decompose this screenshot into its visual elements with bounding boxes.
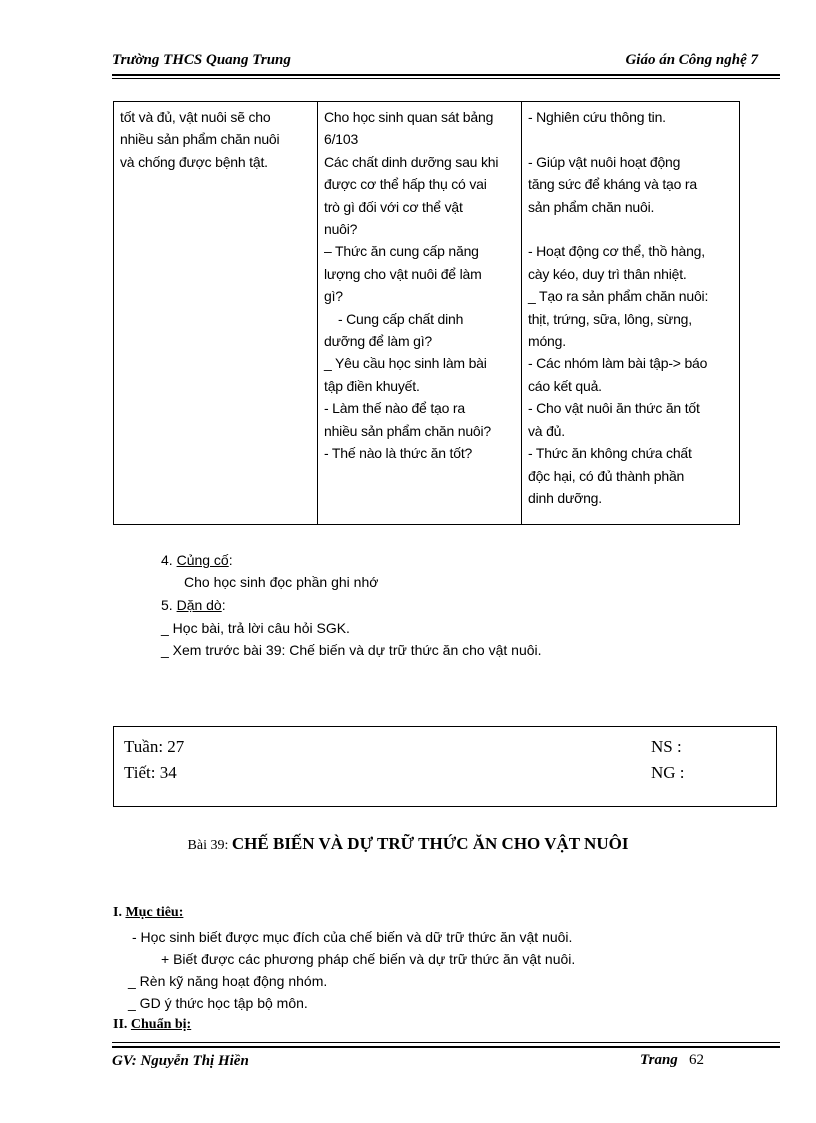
table-line: móng. — [528, 333, 566, 350]
ns-label: NS : — [651, 737, 682, 756]
objective-item: - Học sinh biết được mục đích của chế biến và dữ trữ thức ăn vật nuôi. — [132, 929, 573, 945]
ng-label: NG : — [651, 763, 685, 782]
table-line: - Làm thế nào để tạo ra — [324, 400, 465, 417]
section-number: 5. — [161, 597, 173, 613]
schedule-box — [113, 726, 777, 807]
table-line: và chống được bệnh tật. — [120, 153, 268, 170]
homework-line: _ Học bài, trả lời câu hỏi SGK. — [161, 620, 350, 636]
homework-line: _ Xem trước bài 39: Chế biến và dự trữ thức ăn cho vật nuôi. — [161, 642, 542, 658]
table-line: nuôi? — [324, 221, 358, 238]
header-rule-thin — [112, 78, 780, 79]
table-line: tăng sức để kháng và tạo ra — [528, 176, 697, 193]
table-line: cày kéo, duy trì thân nhiệt. — [528, 265, 687, 282]
table-line: nhiều sản phẩm chăn nuôi? — [324, 422, 492, 439]
footer-rule-thin — [112, 1042, 780, 1043]
table-line: 6/103 — [324, 131, 359, 148]
table-line: dinh dưỡng. — [528, 489, 602, 506]
objective-item: _ Rèn kỹ năng hoạt động nhóm. — [128, 973, 328, 989]
lesson-prefix: Bài 39: — [187, 838, 232, 853]
objective-item: _ GD ý thức học tập bộ môn. — [128, 995, 308, 1011]
table-line: – Thức ăn cung cấp năng — [324, 243, 479, 260]
consolidation-text: Cho học sinh đọc phần ghi nhớ — [184, 574, 379, 590]
table-line: - Nghiên cứu thông tin. — [528, 109, 666, 125]
table-line: cáo kết quả. — [528, 377, 602, 394]
section-title: Dặn dò — [176, 597, 222, 613]
table-line: sản phẩm chăn nuôi. — [528, 198, 655, 215]
page-label: Trang — [640, 1052, 678, 1068]
table-line: dưỡng để làm gì? — [324, 333, 432, 350]
objective-item: + Biết được các phương pháp chế biến và dự trữ thức ăn vật nuôi. — [161, 951, 576, 967]
lesson-name: CHẾ BIẾN VÀ DỰ TRỮ THỨC ĂN CHO VẬT NUÔI — [231, 834, 629, 853]
table-col-content — [114, 102, 318, 524]
lesson-title — [0, 834, 816, 854]
table-line: - Các nhóm làm bài tập-> báo — [528, 355, 708, 372]
section-number: 4. — [161, 552, 173, 568]
footer-rule — [112, 1046, 780, 1048]
section-number: II. — [113, 1017, 128, 1032]
table-line — [528, 128, 733, 150]
table-line: Các chất dinh dưỡng sau khi — [324, 153, 499, 170]
page-number: 62 — [689, 1052, 705, 1068]
header-subject: Giáo án Công nghệ 7 — [625, 52, 758, 68]
table-line: lượng cho vật nuôi để làm — [324, 265, 482, 282]
table-line: - Giúp vật nuôi hoạt động — [528, 153, 681, 170]
table-line: tốt và đủ, vật nuôi sẽ cho — [120, 109, 271, 125]
table-line: - Thế nào là thức ăn tốt? — [324, 445, 473, 462]
section-colon: : — [228, 552, 233, 568]
table-line: - Cung cấp chất dinh — [338, 310, 464, 327]
table-line: và đủ. — [528, 422, 565, 439]
homework-heading — [161, 597, 226, 613]
table-line: _ Tạo ra sản phẩm chăn nuôi: — [528, 288, 709, 305]
table-line: tập điền khuyết. — [324, 377, 420, 394]
section-number: I. — [113, 905, 122, 920]
section-title: Củng cố — [176, 552, 229, 568]
table-line: Cho học sinh quan sát bảng — [324, 109, 494, 125]
table-line: độc hại, có đủ thành phần — [528, 467, 685, 484]
footer-page — [640, 1052, 704, 1069]
section-title: Mục tiêu: — [125, 905, 184, 920]
table-line: gì? — [324, 288, 343, 305]
table-line: nhiều sản phẩm chăn nuôi — [120, 131, 280, 148]
footer-teacher: GV: Nguyễn Thị Hiền — [112, 1053, 249, 1069]
section-colon: : — [221, 597, 226, 613]
header-rule — [112, 74, 780, 76]
table-line: _ Yêu cầu học sinh làm bài — [324, 355, 487, 372]
table-col-student — [522, 102, 739, 524]
section-preparation-heading — [113, 1017, 191, 1033]
table-line: - Hoạt động cơ thể, thồ hàng, — [528, 243, 705, 260]
activity-table — [113, 101, 740, 525]
section-title: Chuẩn bị: — [130, 1017, 192, 1032]
consolidation-heading — [161, 552, 233, 568]
week-label: Tuần: 27 — [124, 737, 185, 756]
period-label: Tiết: 34 — [124, 763, 177, 782]
header-school: Trường THCS Quang Trung — [112, 52, 291, 68]
table-line: - Cho vật nuôi ăn thức ăn tốt — [528, 400, 700, 417]
table-line: thịt, trứng, sữa, lông, sừng, — [528, 310, 692, 327]
table-col-teacher — [318, 102, 522, 524]
table-line: trò gì đối với cơ thể vật — [324, 198, 463, 215]
table-line — [528, 218, 733, 240]
table-line: - Thức ăn không chứa chất — [528, 445, 692, 462]
section-objectives-heading — [113, 905, 183, 921]
table-line: được cơ thể hấp thụ có vai — [324, 176, 487, 193]
